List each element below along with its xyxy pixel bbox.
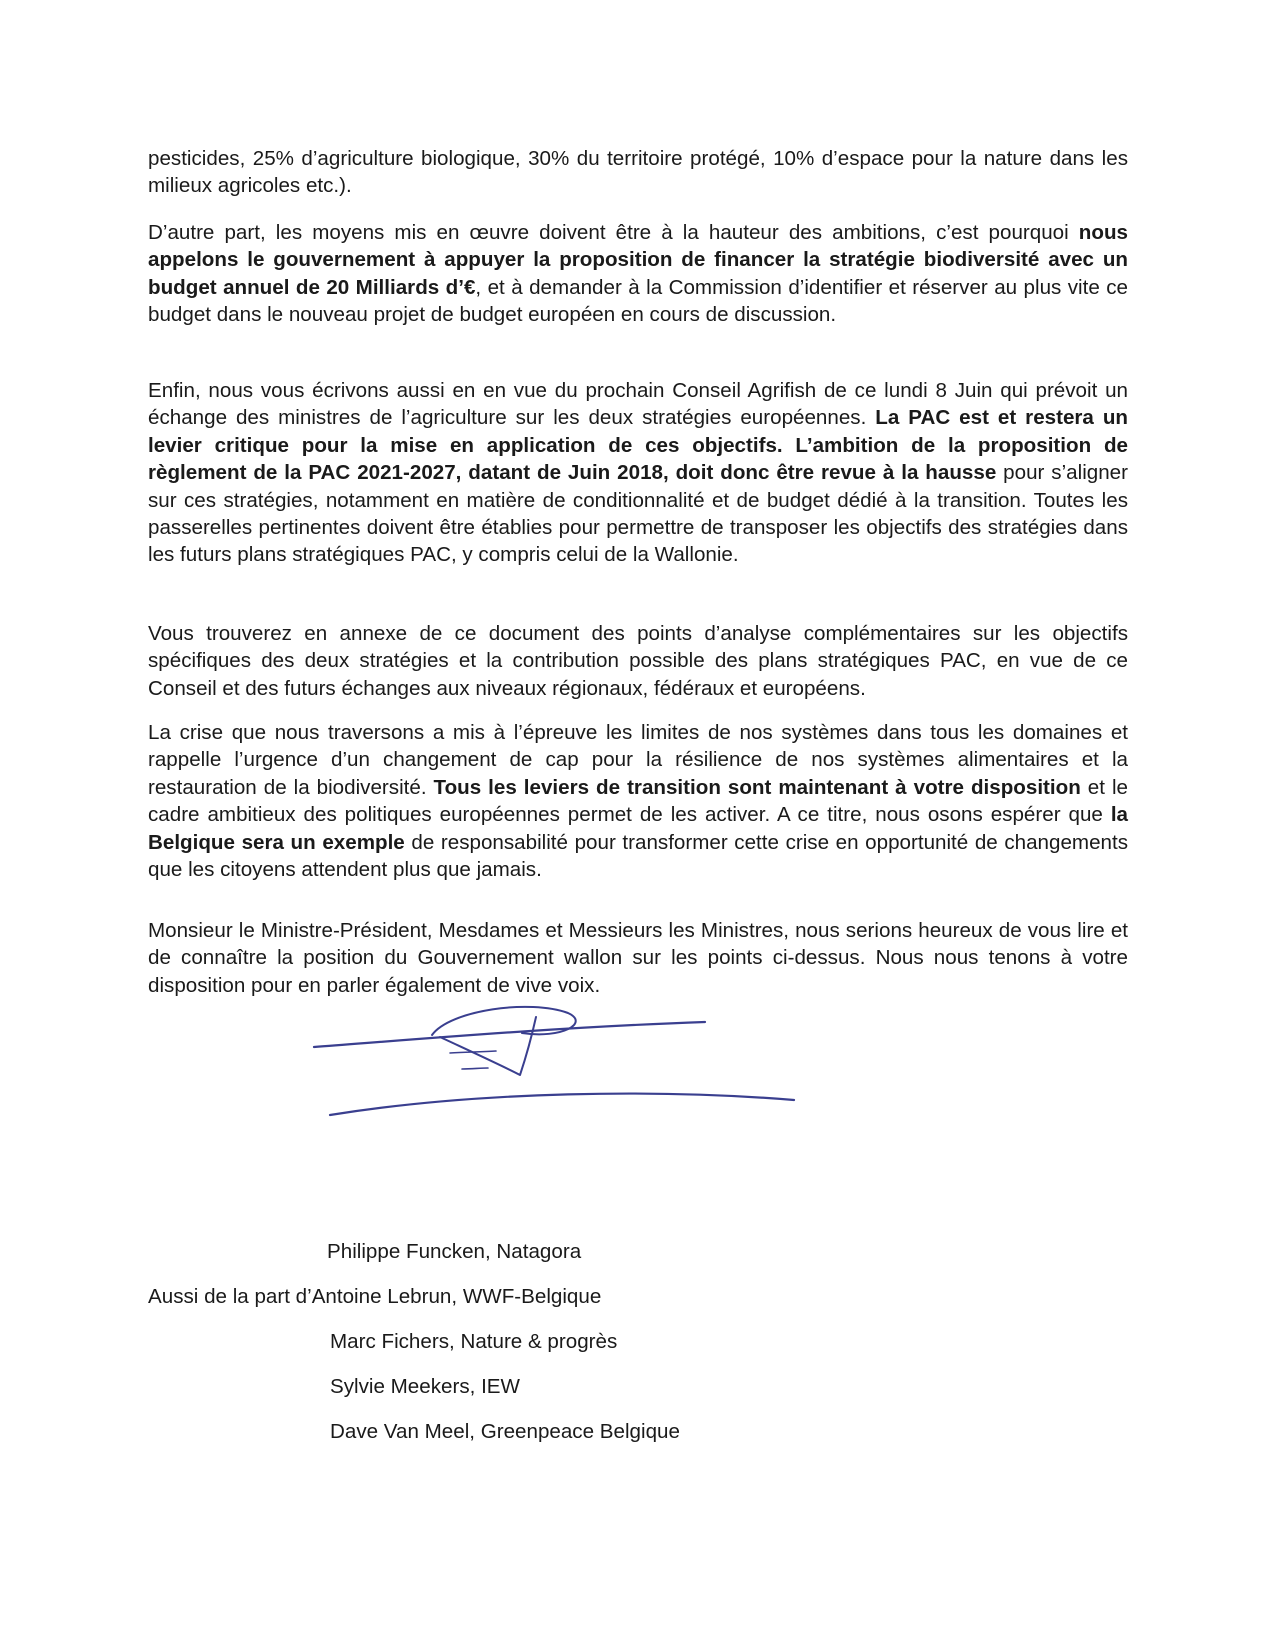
- text-segment: La crise que nous traversons a mis à l’épreuve les limites de nos systèmes dans tous les domaines et rappelle l’urgence d’un changement de cap pour la résilience de nos systèmes alimentaires et la restauration de la biodiversité.: [148, 721, 1128, 799]
- text-segment: Vous trouverez en annexe de ce document des points d’analyse complémentaires sur les objectifs spécifiques des deux stratégies et la contribution possible des plans stratégiques PAC, en vue de ce Conseil et des futurs échanges aux niveaux régionaux, fédéraux et européens.: [148, 622, 1128, 700]
- signature-stroke: [330, 1094, 794, 1115]
- signature-drawing: [300, 1005, 840, 1205]
- signature-stroke: [314, 1022, 705, 1047]
- bold-segment: Tous les leviers de transition sont maintenant à votre disposition: [433, 775, 1081, 799]
- paragraph-body: [148, 145, 1128, 200]
- text-segment: pour s’aligner sur ces stratégies, notamment en matière de conditionnalité et de budget dédié à la transition. Toutes les passerelles pertinentes doivent être établies pour permettre de transposer les objectifs des stratégies dans les futurs plans stratégiques PAC, y compris celui de la Wallonie.: [148, 461, 1128, 567]
- text-segment: Monsieur le Ministre-Président, Mesdames et Messieurs les Ministres, nous serions heureux de vous lire et de connaître la position du Gouvernement wallon sur les points ci-dessus. Nous nous tenons à votre disposition pour en parler également de vive voix.: [148, 919, 1128, 997]
- paragraph-pesticides-targets: [148, 145, 1128, 200]
- signer-antoine-lebrun: Aussi de la part d’Antoine Lebrun, WWF-Belgique: [148, 1285, 602, 1308]
- text-segment: Enfin, nous vous écrivons aussi en en vue du prochain Conseil Agrifish de ce lundi 8 Juin qui prévoit un échange des ministres de l’agriculture sur les deux stratégies européennes.: [148, 379, 1128, 430]
- text-segment: pesticides, 25% d’agriculture biologique, 30% du territoire protégé, 10% d’espace pour la nature dans les milieux agricoles etc.).: [148, 147, 1128, 198]
- paragraph-body: [148, 377, 1128, 569]
- signature-stroke: [462, 1068, 488, 1069]
- signer-philippe-funcken: Philippe Funcken, Natagora: [327, 1240, 582, 1263]
- text-segment: de responsabilité pour transformer cette crise en opportunité de changements que les citoyens attendent plus que jamais.: [148, 830, 1128, 882]
- paragraph-budget-call: [148, 219, 1128, 329]
- signature-stroke: [440, 1017, 536, 1075]
- text-segment: et le cadre ambitieux des politiques européennes permet de les activer. A ce titre, nous osons espérer que: [148, 775, 1128, 827]
- paragraph-crisis: [148, 719, 1128, 883]
- bold-segment: La PAC est et restera un levier critique pour la mise en application de ces objectifs. L’ambition de la proposition de règlement de la PAC 2021-2027, datant de Juin 2018, doit donc être revue à la hausse: [148, 406, 1128, 485]
- paragraph-closing: [148, 917, 1128, 999]
- paragraph-annex: [148, 620, 1128, 702]
- bold-segment: la Belgique sera un exemple: [148, 803, 1128, 854]
- handwritten-signature: [300, 1005, 840, 1205]
- signer-sylvie-meekers: Sylvie Meekers, IEW: [330, 1375, 520, 1398]
- text-segment: , et à demander à la Commission d’identifier et réserver au plus vite ce budget dans le nouveau projet de budget européen en cours de discussion.: [148, 275, 1128, 327]
- signer-marc-fichers: Marc Fichers, Nature & progrès: [330, 1330, 618, 1353]
- signature-strokes: [314, 1007, 794, 1115]
- bold-segment: nous appelons le gouvernement à appuyer la proposition de financer la stratégie biodiversité avec un budget annuel de 20 Milliards d’€: [148, 221, 1128, 299]
- paragraph-body: [148, 219, 1128, 329]
- text-segment: D’autre part, les moyens mis en œuvre doivent être à la hauteur des ambitions, c’est pourquoi: [148, 221, 1079, 244]
- signature-stroke: [450, 1051, 496, 1053]
- signer-dave-van-meel: Dave Van Meel, Greenpeace Belgique: [330, 1420, 680, 1443]
- paragraph-agrifish-pac: [148, 377, 1128, 569]
- paragraph-body: [148, 620, 1128, 702]
- paragraph-body: [148, 719, 1128, 883]
- signature-stroke: [432, 1007, 576, 1035]
- paragraph-body: [148, 917, 1128, 999]
